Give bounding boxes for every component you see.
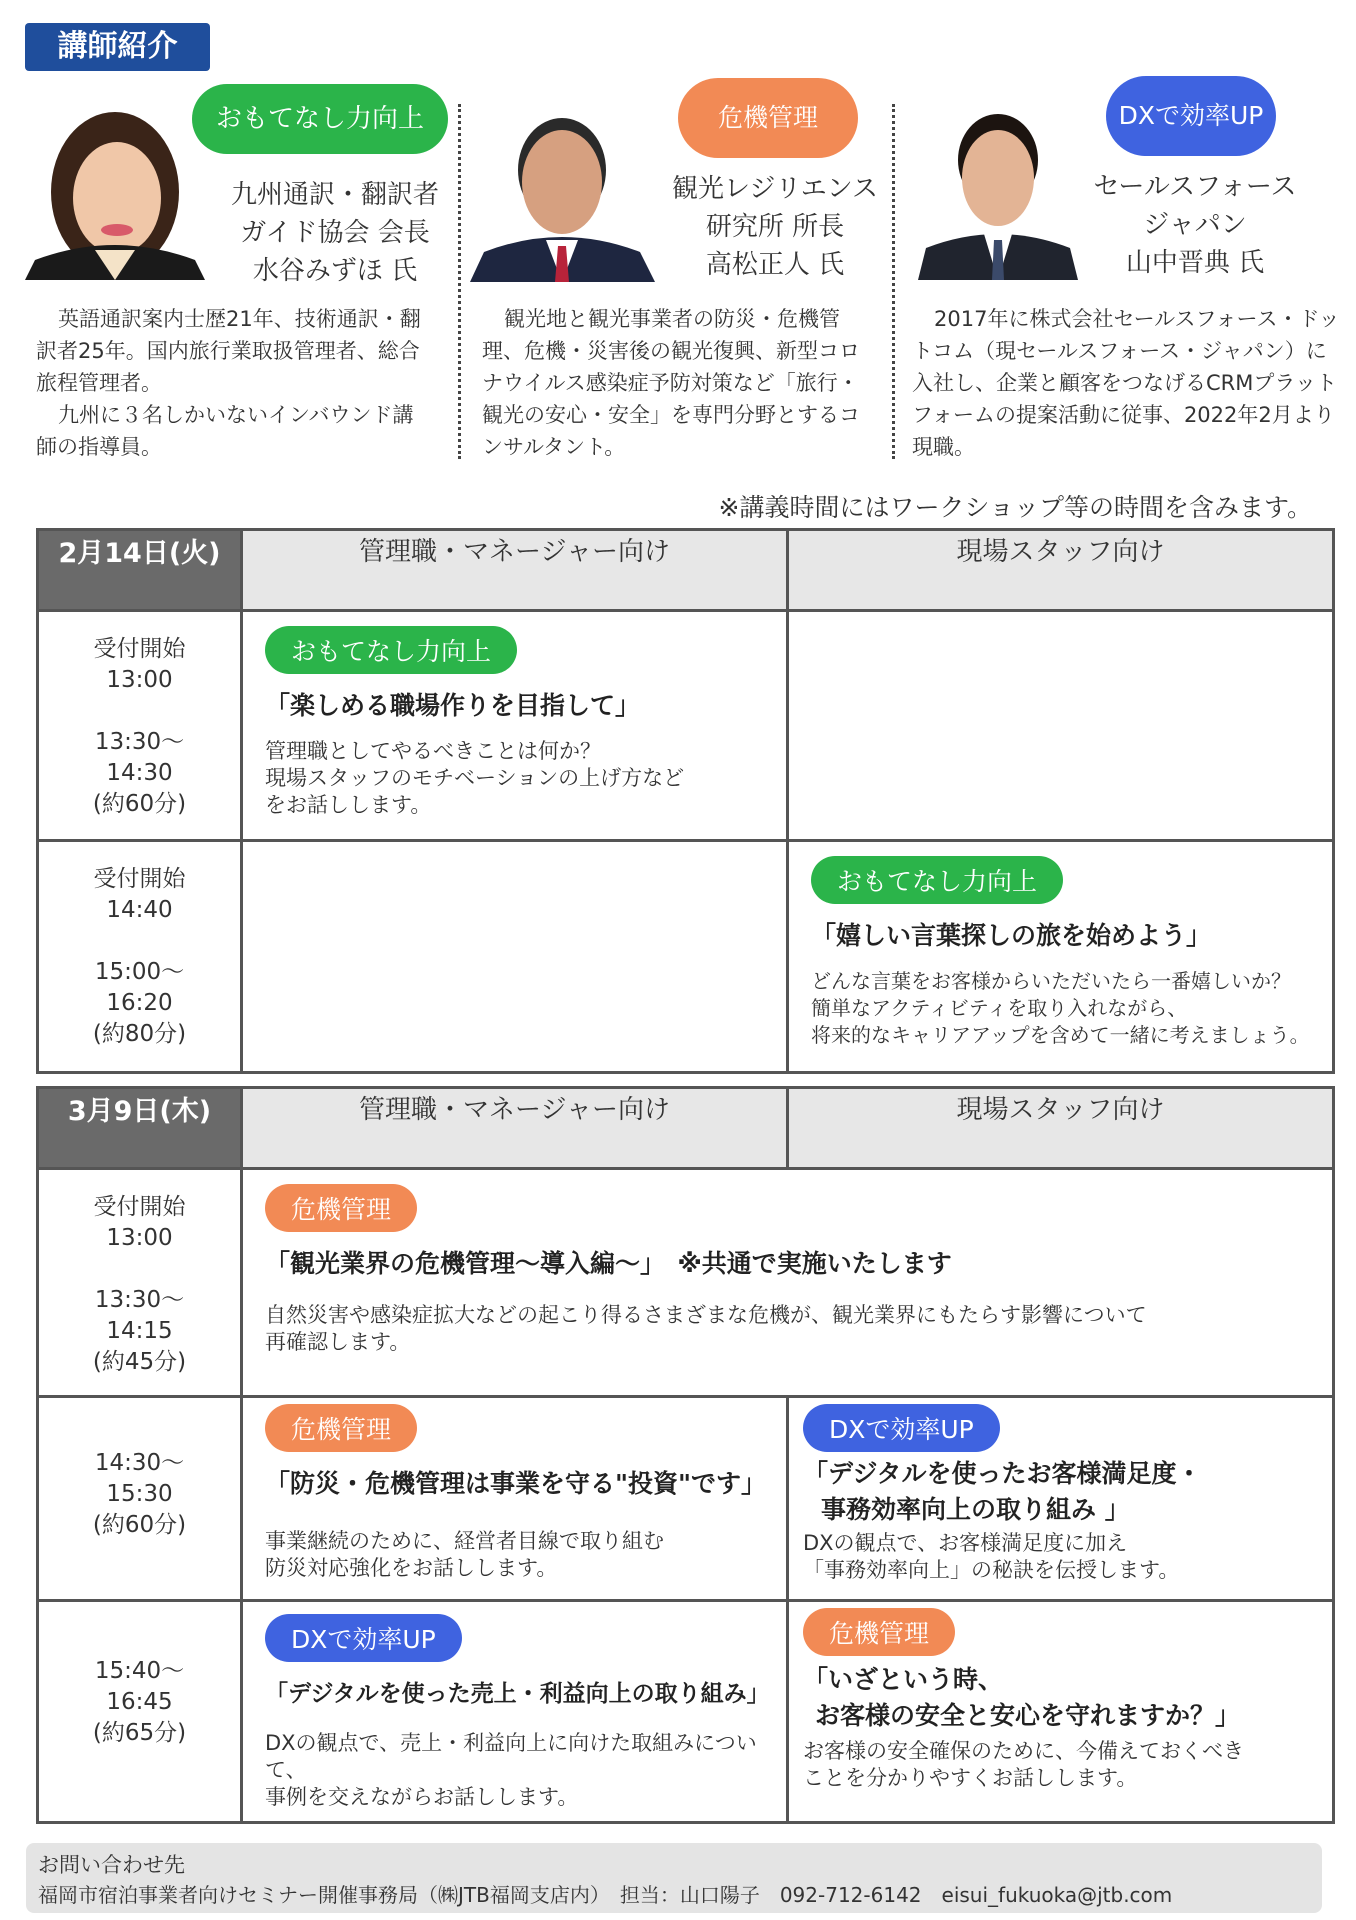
- instructor-1-desc-2: 九州に３名しかいないインバウンド講師の指導員。: [36, 403, 414, 459]
- tag-dx: DXで効率UP: [1106, 76, 1276, 156]
- instructor-3-desc: 2017年に株式会社セールスフォース・ドットコム（現セールスフォース・ジャパン）に入社し、企業と顧客をつなげるCRMプラットフォームの提案活動に従事、2022年2月より現職。: [912, 307, 1340, 459]
- session-cell: [242, 1397, 788, 1601]
- instructor-3-name: 山中晋典 氏: [1125, 248, 1265, 278]
- session-desc: お客様の安全確保のために、今備えておくべき ことを分かりやすくお話しします。: [803, 1739, 1244, 1790]
- instructor-3-affiliation-2: ジャパン: [1143, 210, 1247, 240]
- instructor-photo-1: [25, 100, 205, 280]
- session-tag: 危機管理: [803, 1608, 955, 1656]
- session-desc: DXの観点で、お客様満足度に加え 「事務効率向上」の秘訣を伝授します。: [803, 1531, 1180, 1582]
- session-cell: [242, 1601, 788, 1823]
- instructor-2-affiliation-1: 観光レジリエンス: [671, 174, 879, 204]
- session-cell: [788, 1601, 1334, 1823]
- empty-cell: [242, 841, 788, 1073]
- session-title: 「楽しめる職場作りを目指して」: [265, 691, 641, 720]
- schedule-table-day1: [36, 528, 1335, 1074]
- session-desc: 管理職としてやるべきことは何か？ 現場スタッフのモチベーションの上げ方など をお話しします。: [265, 739, 685, 817]
- session-tag: 危機管理: [265, 1404, 417, 1452]
- schedule-table-day2: [36, 1086, 1335, 1824]
- instructor-2-desc: 観光地と観光事業者の防災・危機管理、危機・災害後の観光復興、新型コロナウイルス感染症予防対策など「旅行・観光の安心・安全」を専門分野とするコンサルタント。: [482, 307, 860, 459]
- instructor-1-affiliation-2: ガイド協会 会長: [240, 218, 430, 248]
- column-header-manager: 管理職・マネージャー向け: [242, 530, 788, 611]
- time-slot: 受付開始 14:40 15:00〜 16:20 (約80分): [38, 841, 242, 1073]
- instructor-1-affiliation-1: 九州通訳・翻訳者: [230, 180, 439, 210]
- session-tag: DXで効率UP: [803, 1404, 1000, 1452]
- instructor-1-name: 水谷みずほ 氏: [252, 256, 418, 286]
- session-desc: 自然災害や感染症拡大などの起こり得るさまざまな危機が、観光業界にもたらす影響について 再確認します。: [265, 1303, 1147, 1354]
- column-header-staff: 現場スタッフ向け: [788, 1088, 1334, 1169]
- time-slot: 14:30〜 15:30 (約60分): [38, 1397, 242, 1601]
- session-title: 「嬉しい言葉探しの旅を始めよう」: [811, 921, 1212, 950]
- session-cell-common: [242, 1169, 1334, 1397]
- session-cell: [242, 611, 788, 841]
- empty-cell: [788, 611, 1334, 841]
- session-tag: 危機管理: [265, 1184, 417, 1232]
- time-slot: 受付開始 13:00 13:30〜 14:30 (約60分): [38, 611, 242, 841]
- divider: [458, 104, 461, 459]
- session-desc: 事業継続のために、経営者目線で取り組む 防災対応強化をお話しします。: [265, 1529, 664, 1580]
- session-tag: おもてなし力向上: [265, 626, 517, 674]
- session-desc: DXの観点で、売上・利益向上に向けた取組みについて、 事例を交えながらお話しします。: [265, 1731, 757, 1809]
- session-title: 「観光業界の危機管理〜導入編〜」 ※共通で実施いたします: [265, 1249, 952, 1278]
- contact-label: お問い合わせ先: [38, 1853, 185, 1877]
- divider: [892, 104, 895, 459]
- session-title: 「デジタルを使ったお客様満足度・ 事務効率向上の取り組み 」: [803, 1459, 1202, 1524]
- time-slot: 受付開始 13:00 13:30〜 14:15 (約45分): [38, 1169, 242, 1397]
- instructor-1-desc: 英語通訳案内士歴21年、技術通訳・翻訳者25年。国内旅行業取扱管理者、総合旅程管理者。: [36, 307, 421, 395]
- session-title: 「防災・危機管理は事業を守る"投資"です」: [265, 1469, 767, 1498]
- tag-omotenashi: おもてなし力向上: [192, 84, 448, 154]
- section-title: 講師紹介: [25, 23, 210, 71]
- date-header: 3月9日(木): [38, 1088, 242, 1169]
- tag-kiki-kanri: 危機管理: [678, 78, 858, 158]
- session-cell: [788, 841, 1334, 1073]
- session-tag: DXで効率UP: [265, 1614, 462, 1662]
- session-cell: [788, 1397, 1334, 1601]
- session-tag: おもてなし力向上: [811, 856, 1063, 904]
- instructor-2-affiliation-2: 研究所 所長: [705, 212, 845, 242]
- contact-footer: [26, 1843, 1322, 1913]
- workshop-note: ※講義時間にはワークショップ等の時間を含みます。: [718, 493, 1312, 522]
- column-header-manager: 管理職・マネージャー向け: [242, 1088, 788, 1169]
- session-title: 「いざという時、 お客様の安全と安心を守れますか？」: [803, 1665, 1241, 1730]
- instructor-2-name: 高松正人 氏: [705, 250, 845, 280]
- session-title: 「デジタルを使った売上・利益向上の取り組み」: [265, 1681, 770, 1707]
- contact-info: 福岡市宿泊事業者向けセミナー開催事務局（㈱JTB福岡支店内） 担当：山口陽子 092-712-6142 eisui_fukuoka@jtb.com: [38, 1883, 1173, 1907]
- time-slot: 15:40〜 16:45 (約65分): [38, 1601, 242, 1823]
- instructor-3-affiliation-1: セールスフォース: [1093, 172, 1297, 202]
- date-header: 2月14日(火): [38, 530, 242, 611]
- instructor-photo-2: [470, 100, 655, 282]
- session-desc: どんな言葉をお客様からいただいたら一番嬉しいか？ 簡単なアクティビティを取り入れながら、 将来的なキャリアアップを含めて一緒に考えましょう。: [811, 969, 1310, 1047]
- column-header-staff: 現場スタッフ向け: [788, 530, 1334, 611]
- instructor-photo-3: [918, 98, 1078, 280]
